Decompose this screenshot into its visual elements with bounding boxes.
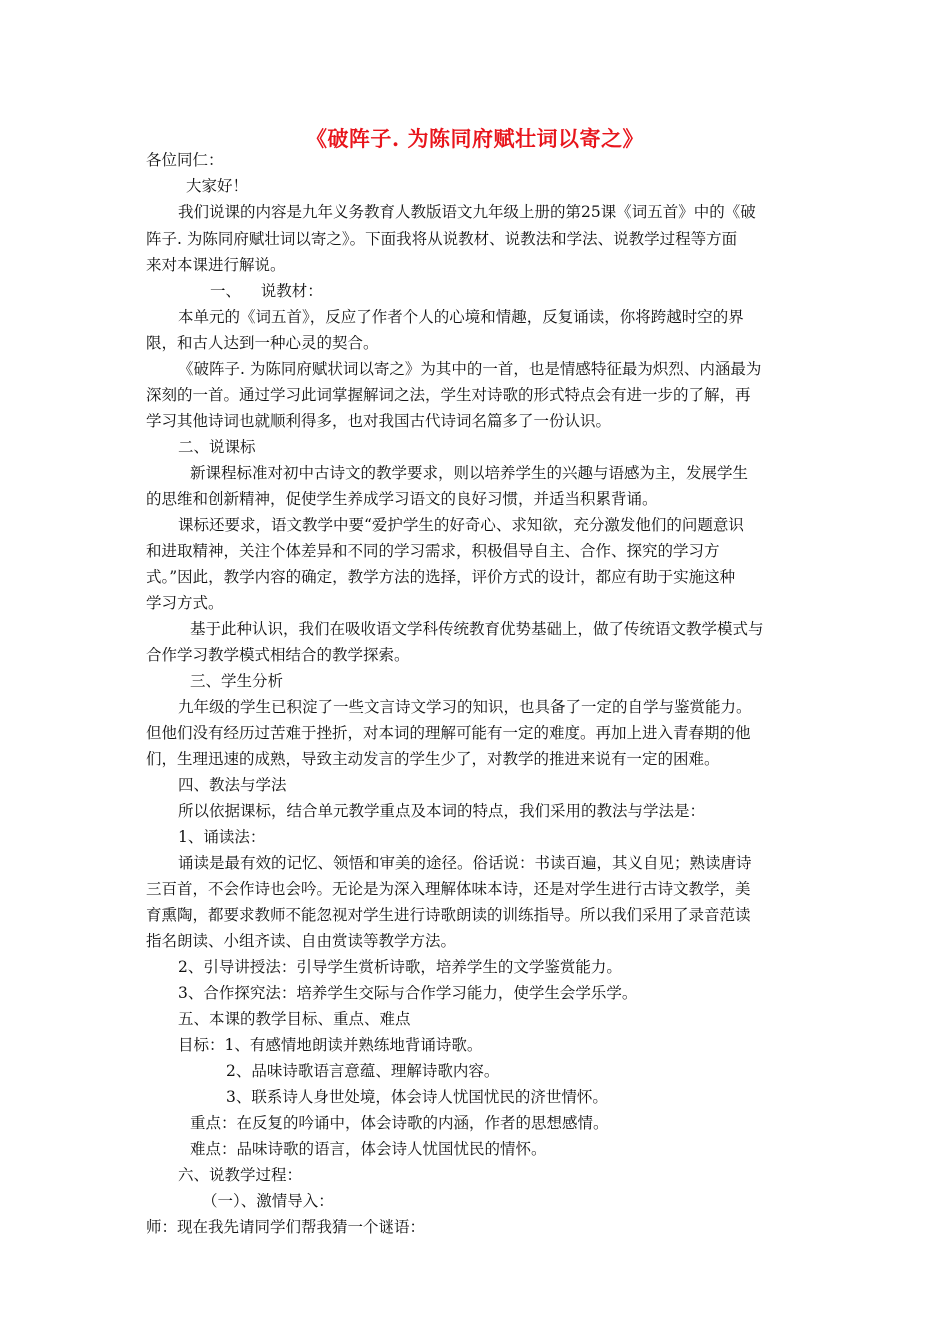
text-line: 来对本课进行解说。 [146, 256, 286, 274]
text-line: 我们说课的内容是九年义务教育人教版语文九年级上册的第25课《词五首》中的《破 [178, 203, 756, 221]
text-line: 但他们没有经历过苦难于挫折，对本词的理解可能有一定的难度。再加上进入青春期的他 [146, 724, 751, 742]
text-line: 学习方式。 [146, 594, 224, 612]
text-line: 课标还要求，语文教学中要“爱护学生的好奇心、求知欲，充分激发他们的问题意识 [178, 516, 744, 534]
text-line: 2、引导讲授法：引导学生赏析诗歌，培养学生的文学鉴赏能力。 [178, 958, 622, 976]
text-line: 重点：在反复的吟诵中，体会诗歌的内涵，作者的思想感情。 [190, 1114, 609, 1132]
text-line: 基于此种认识，我们在吸收语文学科传统教育优势基础上，做了传统语文教学模式与 [190, 620, 764, 638]
text-line: 限，和古人达到一种心灵的契合。 [146, 334, 379, 352]
text-line: 《破阵子. 为陈同府赋状词以寄之》为其中的一首，也是情感特征最为炽烈、内涵最为 [178, 360, 762, 378]
text-line: 2、品味诗歌语言意蕴、理解诗歌内容。 [226, 1062, 500, 1080]
text-line: 学习其他诗词也就顺利得多，也对我国古代诗词名篇多了一份认识。 [146, 412, 612, 430]
text-line: 指名朗读、小组齐读、自由赏读等教学方法。 [146, 932, 457, 950]
text-line: 们，生理迅速的成熟，导致主动发言的学生少了，对教学的推进来说有一定的困难。 [146, 750, 720, 768]
text-line: 阵子. 为陈同府赋壮词以寄之》。下面我将从说教材、说教法和学法、说教学过程等方面 [146, 230, 738, 248]
section-heading: 四、教法与学法 [178, 776, 287, 794]
text-line: 的思维和创新精神，促使学生养成学习语文的良好习惯，并适当积累背诵。 [146, 490, 658, 508]
text-line: 3、联系诗人身世处境，体会诗人忧国忧民的济世情怀。 [226, 1088, 608, 1106]
text-line: 育熏陶，都要求教师不能忽视对学生进行诗歌朗读的训练指导。所以我们采用了录音范读 [146, 906, 751, 924]
section-heading: 二、说课标 [178, 438, 256, 456]
text-line: 所以依据课标，结合单元教学重点及本词的特点，我们采用的教法与学法是： [178, 802, 706, 820]
text-line: 本单元的《词五首》，反应了作者个人的心境和情趣，反复诵读，你将跨越时空的界 [178, 308, 744, 326]
text-line: 式。”因此，教学内容的确定，教学方法的选择，评价方式的设计，都应有助于实施这种 [146, 568, 736, 586]
section-heading: 六、说教学过程： [178, 1166, 303, 1184]
text-line: 新课程标准对初中古诗文的教学要求，则以培养学生的兴趣与语感为主，发展学生 [190, 464, 749, 482]
section-heading: 五、本课的教学目标、重点、难点 [178, 1010, 411, 1028]
text-line: 合作学习教学模式相结合的教学探索。 [146, 646, 410, 664]
text-line: 1、诵读法： [178, 828, 266, 846]
text-line: 3、合作探究法：培养学生交际与合作学习能力，使学生会学乐学。 [178, 984, 638, 1002]
text-line: 九年级的学生已积淀了一些文言诗文学习的知识，也具备了一定的自学与鉴赏能力。 [178, 698, 752, 716]
text-line: 目标：1、有感情地朗读并熟练地背诵诗歌。 [178, 1036, 483, 1054]
text-line: （一）、激情导入： [202, 1192, 334, 1210]
text-line: 和进取精神，关注个体差异和不同的学习需求，积极倡导自主、合作、探究的学习方 [146, 542, 720, 560]
section-heading: 一、 说教材： [210, 282, 323, 300]
text-line: 深刻的一首。通过学习此词掌握解词之法，学生对诗歌的形式特点会有进一步的了解，再 [146, 386, 751, 404]
text-line: 难点：品味诗歌的语言，体会诗人忧国忧民的情怀。 [190, 1140, 547, 1158]
text-line: 师：现在我先请同学们帮我猜一个谜语： [146, 1218, 426, 1236]
section-heading: 三、学生分析 [190, 672, 284, 690]
text-line: 诵读是最有效的记忆、领悟和审美的途径。俗话说：书读百遍，其义自见；熟读唐诗 [178, 854, 752, 872]
document-title: 《破阵子. 为陈同府赋壮词以寄之》 [305, 126, 645, 151]
text-line: 三百首，不会作诗也会吟。无论是为深入理解体味本诗，还是对学生进行古诗文教学，美 [146, 880, 751, 898]
text-line: 大家好！ [186, 177, 249, 195]
text-line: 各位同仁： [146, 151, 224, 169]
